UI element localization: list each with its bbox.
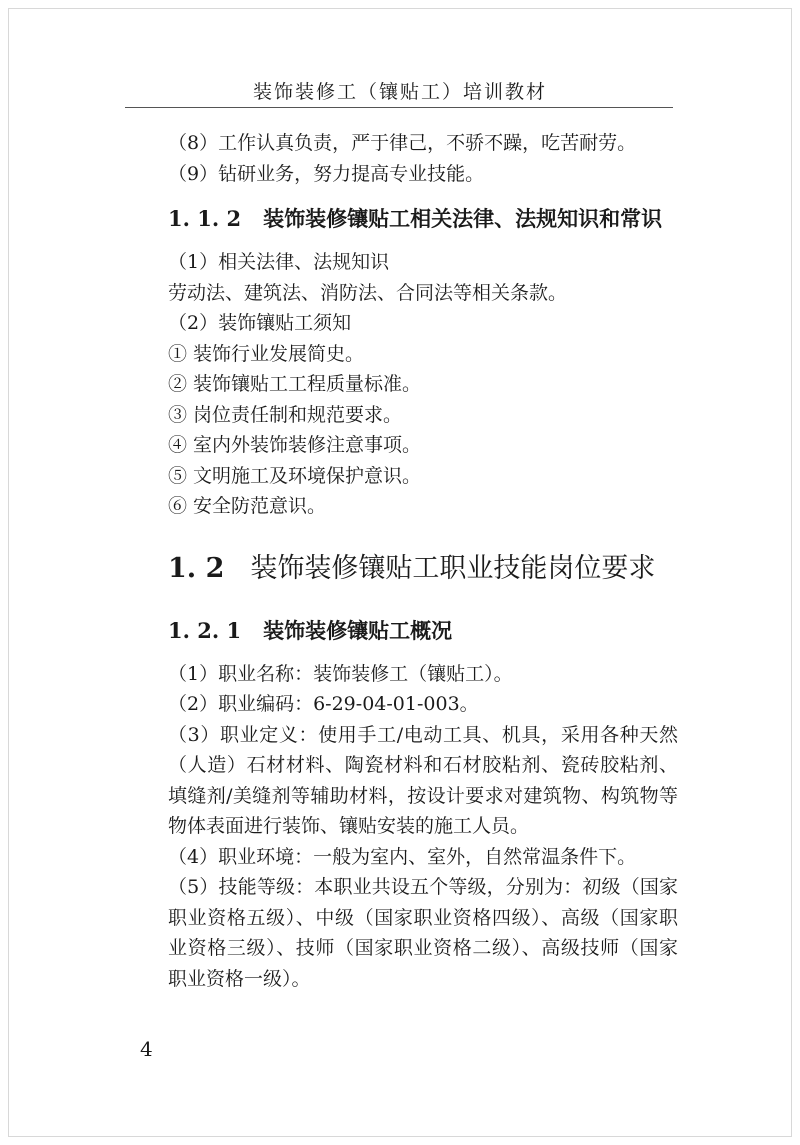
section-title: 装饰装修镶贴工职业技能岗位要求 bbox=[250, 552, 656, 584]
list-item: 劳动法、建筑法、消防法、合同法等相关条款。 bbox=[168, 281, 568, 304]
list-item: （2）装饰镶贴工须知 bbox=[168, 312, 352, 334]
section-number: 1. 1. 2 bbox=[168, 206, 242, 231]
section-heading-1-1-2 bbox=[168, 203, 678, 233]
list-item: ① 装饰行业发展简史。 bbox=[168, 342, 365, 365]
list-item: ③ 岗位责任制和规范要求。 bbox=[168, 403, 403, 426]
section-number: 1. 2. 1 bbox=[168, 617, 242, 643]
running-header: 装饰装修工（镶贴工）培训教材 bbox=[252, 81, 547, 103]
list-item: （1）相关法律、法规知识 bbox=[168, 251, 390, 273]
header-rule bbox=[125, 107, 673, 108]
page-number: 4 bbox=[140, 1037, 153, 1061]
paragraph-levels: （5）技能等级：本职业共设五个等级，分别为：初级（国家职业资格五级）、中级（国家职业资格四级）、高级（国家职业资格三级）、技师（国家职业资格二级）、高级技师（国家职业资格一级）。 bbox=[168, 876, 678, 990]
paragraph-definition: （3）职业定义：使用手工/电动工具、机具，采用各种天然（人造）石材材料、陶瓷材料和石材胶粘剂、瓷砖胶粘剂、填缝剂/美缝剂等辅助材料，按设计要求对建筑物、构筑物等物体表面进行装饰、镶贴安装的施工人员。 bbox=[168, 723, 678, 837]
list-item: （4）职业环境：一般为室内、室外，自然常温条件下。 bbox=[168, 845, 637, 868]
section-heading-1-2-1 bbox=[168, 615, 678, 645]
section-title: 装饰装修镶贴工概况 bbox=[263, 618, 453, 643]
list-item: （1）职业名称：装饰装修工（镶贴工）。 bbox=[168, 662, 513, 685]
list-item: （9）钻研业务，努力提高专业技能。 bbox=[168, 162, 485, 185]
page-content bbox=[168, 128, 678, 994]
list-item: （8）工作认真负责，严于律己，不骄不躁，吃苦耐劳。 bbox=[168, 132, 637, 154]
list-item: ⑥ 安全防范意识。 bbox=[168, 495, 327, 517]
section-number: 1. 2 bbox=[168, 552, 225, 584]
list-item: ④ 室内外装饰装修注意事项。 bbox=[168, 434, 422, 456]
list-item: ⑤ 文明施工及环境保护意识。 bbox=[168, 464, 422, 487]
list-item: ② 装饰镶贴工工程质量标准。 bbox=[168, 373, 422, 395]
section-heading-1-2 bbox=[168, 546, 678, 585]
section-title: 装饰装修镶贴工相关法律、法规知识和常识 bbox=[263, 207, 663, 231]
list-item: （2）职业编码：6-29-04-01-003。 bbox=[168, 693, 479, 715]
